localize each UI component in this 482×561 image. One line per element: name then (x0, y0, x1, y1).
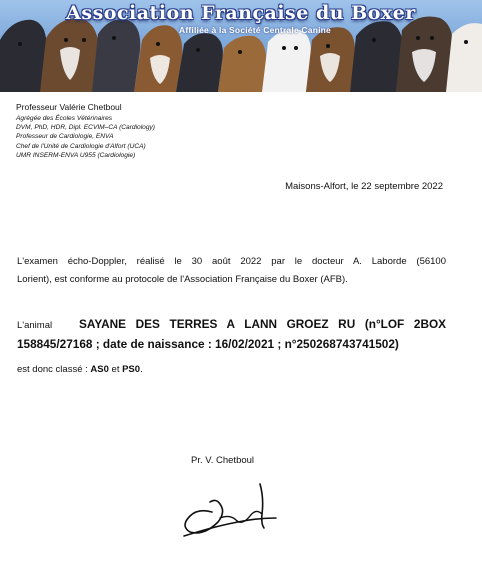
grade-ps: PS0 (122, 364, 141, 375)
author-credential: UMR INSERM-ENVA U955 (Cardiologie) (16, 151, 136, 159)
dog-line (17, 315, 446, 335)
dog-identity: SAYANE DES TERRES A LANN GROEZ RU (n°LOF 2BOX (79, 317, 447, 331)
exam-paragraph (17, 253, 446, 289)
exam-line: Lorient), est conforme au protocole de l'Association Française du Boxer (AFB). (17, 274, 348, 285)
signature-name: Pr. V. Chetboul (191, 455, 255, 466)
dog-identity-cont: 158845/27168 ; date de naissance : 16/02/2021 ; n°250268743741502) (17, 337, 399, 351)
author-credential: Chef de l'Unité de Cardiologie d'Alfort (UCA) (16, 142, 146, 150)
animal-prefix: L'animal (17, 320, 53, 331)
banner-subtitle: Affiliée à la Société Centrale Canine (179, 25, 331, 35)
classification-paragraph (17, 315, 446, 379)
conjunction: et (108, 364, 123, 375)
handwritten-signature (176, 478, 286, 540)
exam-line: L'examen écho-Doppler, réalisé le 30 août 2022 par le docteur A. Laborde (56100 (17, 256, 446, 267)
author-credential: Agrégée des Écoles Vétérinaires (16, 115, 113, 122)
classified-prefix: est donc classé : (17, 364, 91, 375)
author-name: Professeur Valérie Chetboul (16, 102, 122, 112)
period: . (140, 364, 143, 375)
grade-as: AS0 (90, 364, 109, 375)
letter-date: Maisons-Alfort, le 22 septembre 2022 (285, 181, 443, 192)
author-block (16, 102, 155, 160)
classification-line (17, 361, 446, 379)
author-credential: Professeur de Cardiologie, ENVA (16, 133, 114, 141)
author-credential: DVM, PhD, HDR, Dipl. ECVIM–CA (Cardiology) (16, 124, 155, 132)
header-banner (0, 0, 482, 92)
banner-title: Association Française du Boxer (66, 2, 416, 24)
